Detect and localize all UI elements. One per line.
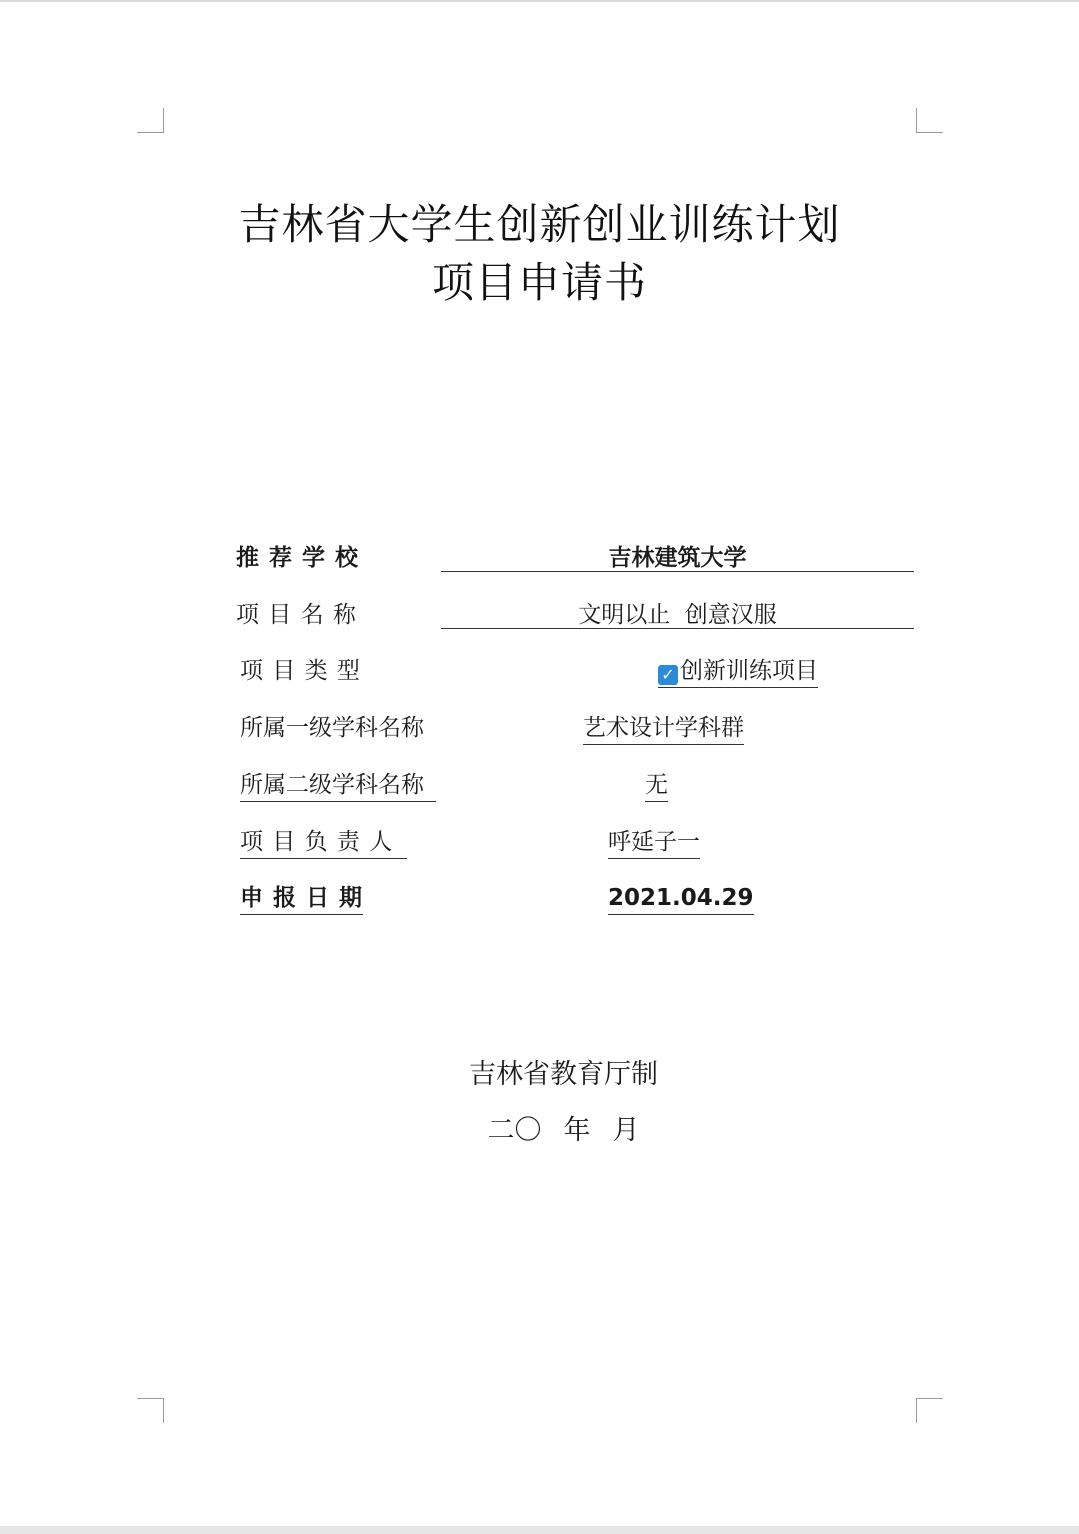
school-label: 推 荐 学 校 — [236, 545, 360, 571]
page-top-edge — [0, 0, 1079, 2]
crop-mark-top-right — [916, 108, 943, 133]
secondary-discipline-value[interactable]: 无 — [645, 770, 668, 802]
application-date-label: 申 报 日 期 — [240, 883, 363, 915]
project-type-label: 项 目 类 型 — [240, 658, 361, 684]
issue-date — [24, 1108, 1079, 1147]
issuing-authority: 吉林省教育厅制 — [469, 1059, 658, 1090]
checkbox-checked-icon[interactable]: ✓ — [658, 665, 678, 685]
issue-year-label: 年 — [563, 1115, 591, 1146]
crop-mark-bottom-right — [916, 1398, 943, 1423]
crop-mark-top-left — [137, 108, 164, 133]
school-value[interactable]: 吉林建筑大学 — [608, 545, 747, 571]
project-type-field[interactable] — [658, 656, 818, 688]
application-date-value[interactable]: 2021.04.29 — [608, 883, 754, 915]
primary-discipline-value[interactable]: 艺术设计学科群 — [583, 713, 744, 745]
project-type-value: 创新训练项目 — [680, 658, 818, 684]
page-bottom-edge — [0, 1526, 1079, 1534]
document-title: 吉林省大学生创新创业训练计划 — [238, 200, 841, 249]
secondary-discipline-label: 所属二级学科名称 — [240, 770, 436, 802]
project-leader-value[interactable]: 呼延子一 — [608, 827, 700, 859]
document-subtitle: 项目申请书 — [431, 258, 647, 307]
primary-discipline-label: 所属一级学科名称 — [240, 715, 424, 741]
project-leader-label: 项 目 负 责 人 — [240, 827, 407, 859]
project-name-label: 项 目 名 称 — [236, 602, 357, 628]
issue-year-prefix: 二〇 — [487, 1115, 542, 1146]
project-name-value[interactable]: 文明以止 创意汉服 — [578, 602, 777, 628]
crop-mark-bottom-left — [137, 1398, 164, 1423]
issue-month-label: 月 — [612, 1115, 640, 1146]
